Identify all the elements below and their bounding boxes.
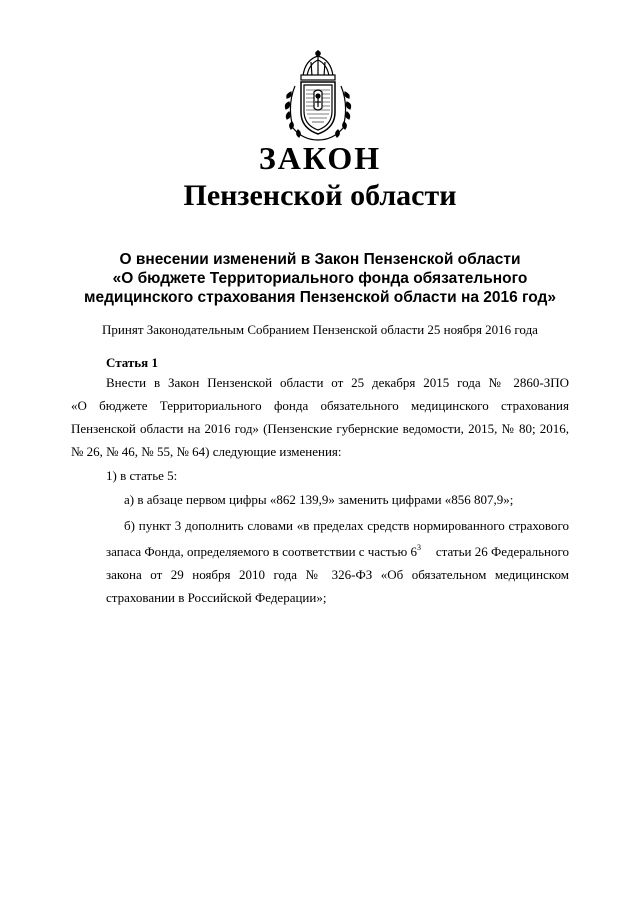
list-item: 1) в статье 5: xyxy=(106,468,178,483)
paragraph-line: б) пункт 3 дополнить словами «в пределах средств нормированного страхового xyxy=(124,518,569,533)
list-subitem: а) в абзаце первом цифры «862 139,9» заменить цифрами «856 807,9»; xyxy=(124,492,514,507)
paragraph-line: Внести в Закон Пензенской области от 25 декабря 2015 года № 2860-ЗПО xyxy=(106,375,569,390)
paragraph-line: Пензенской области на 2016 год» (Пензенские губернские ведомости, 2015, № 80; 2016, xyxy=(71,421,569,436)
text-fragment: запаса Фонда, определяемого в соответствии с частью $6^3$ xyxy=(106,543,421,559)
law-title-line: О внесении изменений в Закон Пензенской области xyxy=(119,251,521,268)
law-title-line: «О бюджете Территориального фонда обязательного xyxy=(112,270,528,287)
paragraph-line: страховании в Российской Федерации»; xyxy=(106,590,327,605)
region-title: Пензенской области xyxy=(183,179,457,212)
paragraph-line xyxy=(106,544,569,560)
superscript: 3 xyxy=(416,543,421,552)
text-fragment: статьи 26 Федерального xyxy=(435,544,569,559)
law-title xyxy=(60,250,580,307)
coat-of-arms-icon xyxy=(281,50,355,142)
paragraph-line: «О бюджете Территориального фонда обязательного медицинского страхования xyxy=(71,398,569,413)
paragraph-line: № 26, № 46, № 55, № 64) следующие изменения: xyxy=(71,444,342,459)
article-title: Статья 1 xyxy=(106,355,158,370)
law-title-line: медицинского страхования Пензенской области на 2016 год» xyxy=(83,289,557,306)
document-type-title: ЗАКОН xyxy=(258,140,382,176)
adoption-note: Принят Законодательным Собранием Пензенской области 25 ноября 2016 года xyxy=(102,322,538,337)
paragraph-line: закона от 29 ноября 2010 года № 326-ФЗ «Об обязательном медицинском xyxy=(106,567,569,582)
